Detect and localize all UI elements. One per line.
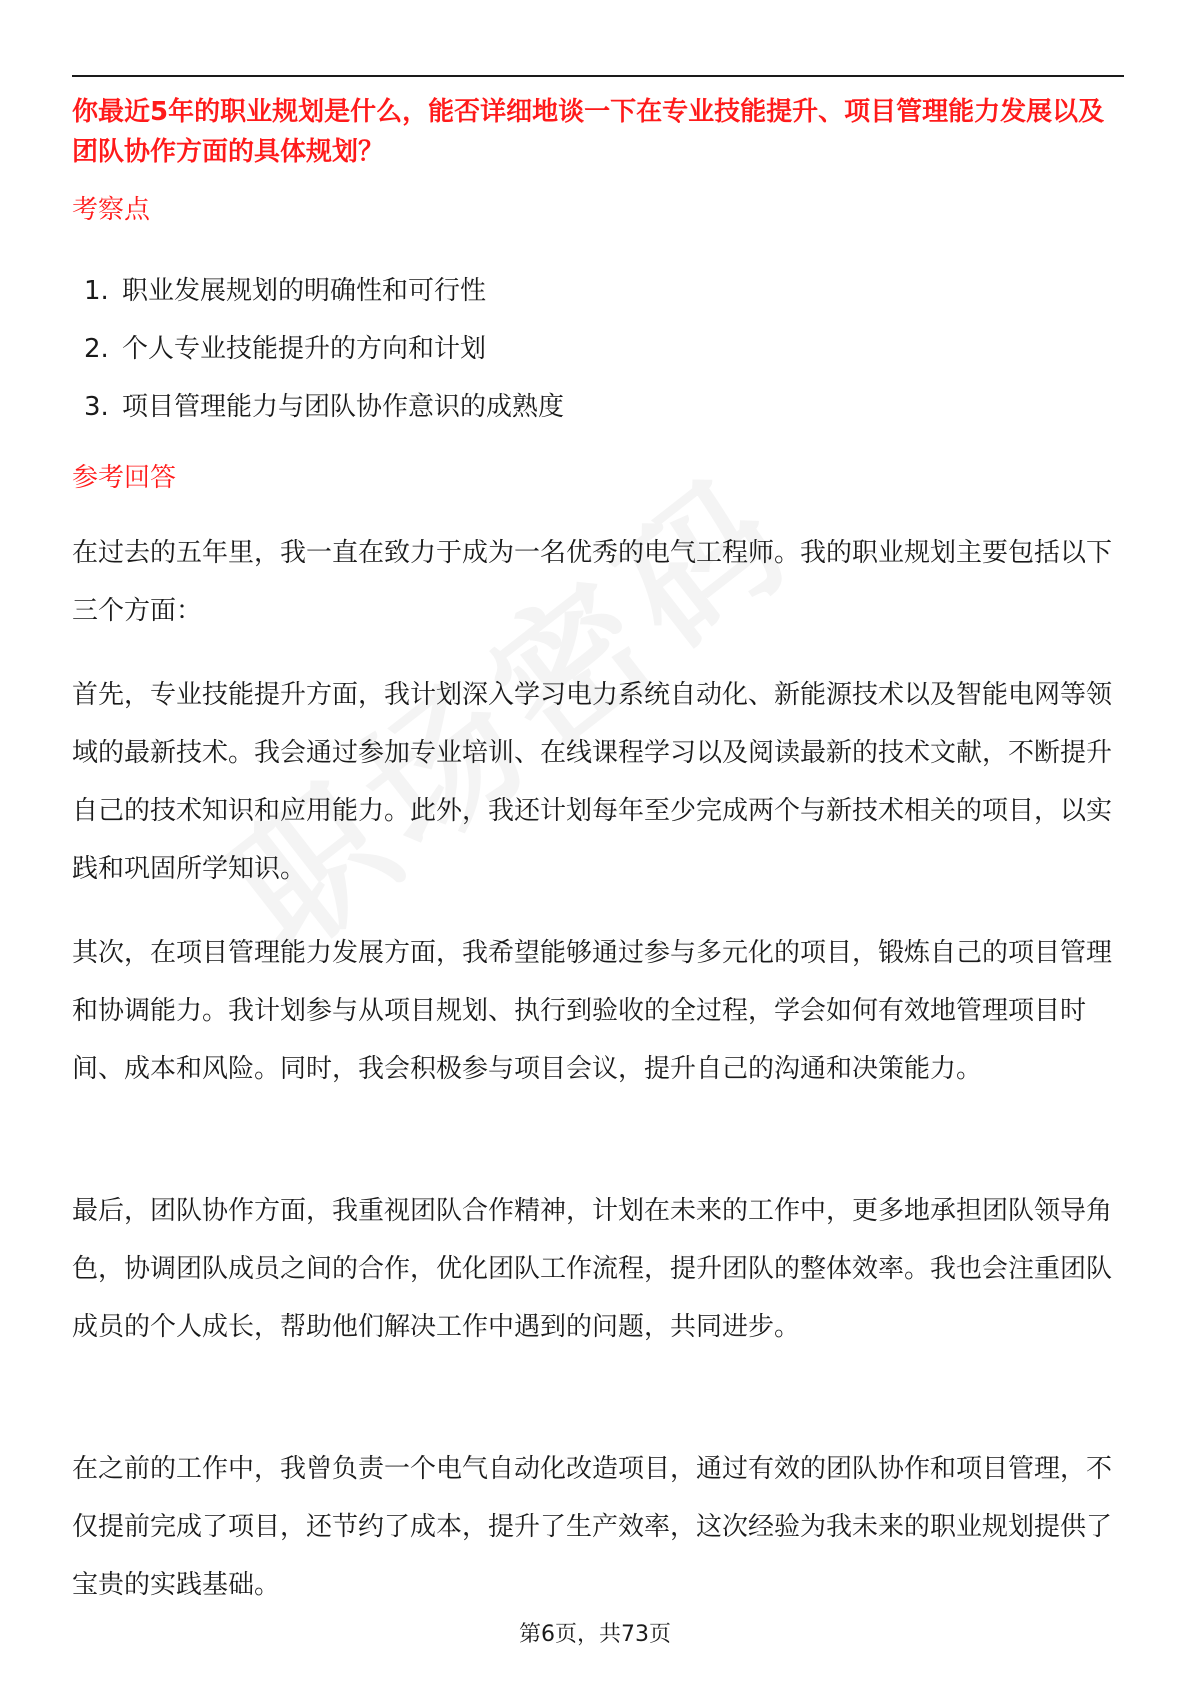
- list-item-text: 个人专业技能提升的方向和计划: [122, 334, 487, 364]
- list-item: [84, 320, 1084, 378]
- page-number-footer: 第6页，共73页: [519, 1622, 671, 1647]
- answer-paragraph: 在之前的工作中，我曾负责一个电气自动化改造项目，通过有效的团队协作和项目管理，不仅提前完成了项目，还节约了成本，提升了生产效率，这次经验为我未来的职业规划提供了宝贵的实践基础。: [72, 1454, 1113, 1600]
- list-item-number: 3.: [84, 392, 109, 422]
- list-item-text: 职业发展规划的明确性和可行性: [122, 276, 487, 306]
- list-item-number: 1.: [84, 276, 109, 306]
- answer-paragraph: 其次，在项目管理能力发展方面，我希望能够通过参与多元化的项目，锻炼自己的项目管理和协调能力。我计划参与从项目规划、执行到验收的全过程，学会如何有效地管理项目时间、成本和风险。同时，我会积极参与项目会议，提升自己的沟通和决策能力。: [72, 938, 1113, 1084]
- question-title: 你最近5年的职业规划是什么，能否详细地谈一下在专业技能提升、项目管理能力发展以及团队协作方面的具体规划？: [72, 97, 1105, 167]
- list-item-text: 项目管理能力与团队协作意识的成熟度: [122, 392, 565, 422]
- points-list: [84, 262, 1084, 436]
- points-heading: 考察点: [72, 195, 151, 225]
- answer-heading: 参考回答: [72, 463, 177, 493]
- document-page: [72, 0, 1124, 1684]
- answer-paragraph: 首先，专业技能提升方面，我计划深入学习电力系统自动化、新能源技术以及智能电网等领域的最新技术。我会通过参加专业培训、在线课程学习以及阅读最新的技术文献，不断提升自己的技术知识和应用能力。此外，我还计划每年至少完成两个与新技术相关的项目，以实践和巩固所学知识。: [72, 680, 1113, 884]
- answer-paragraph: 最后，团队协作方面，我重视团队合作精神，计划在未来的工作中，更多地承担团队领导角色，协调团队成员之间的合作，优化团队工作流程，提升团队的整体效率。我也会注重团队成员的个人成长，帮助他们解决工作中遇到的问题，共同进步。: [72, 1196, 1113, 1342]
- top-divider: [72, 75, 1124, 77]
- list-item: [84, 262, 1084, 320]
- list-item-number: 2.: [84, 334, 109, 364]
- list-item: [84, 378, 1084, 436]
- answer-paragraph: 在过去的五年里，我一直在致力于成为一名优秀的电气工程师。我的职业规划主要包括以下三个方面：: [72, 538, 1113, 626]
